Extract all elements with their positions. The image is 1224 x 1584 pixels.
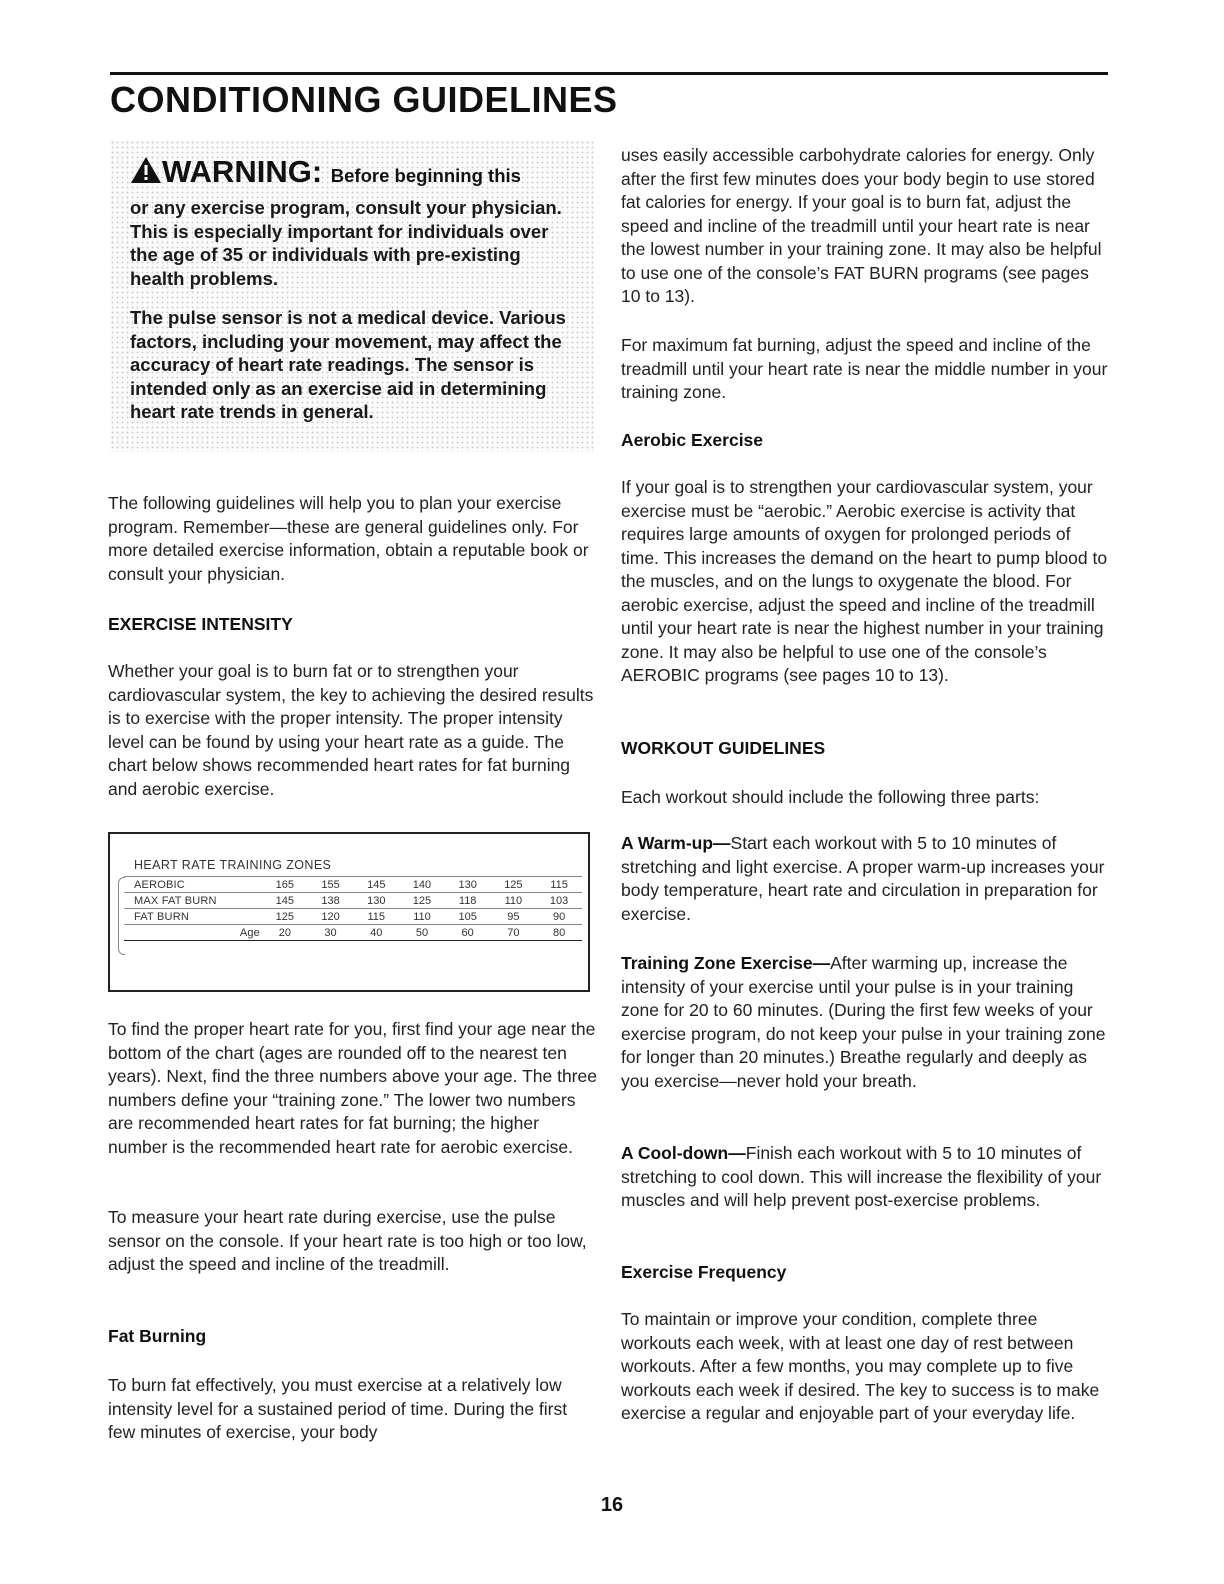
warning-text: or any exercise program, consult your physician. This is especially important for individuals over the age of 35 or individuals with pre-existing health problems.: [130, 197, 562, 289]
age-cell: 20: [262, 925, 308, 941]
warning-box: [110, 140, 594, 452]
cool-down-paragraph: [621, 1142, 1111, 1213]
table-cell: 145: [262, 893, 308, 909]
warning-triangle-icon: [130, 156, 162, 184]
table-cell: 110: [399, 909, 445, 925]
pulse-sensor-notice: The pulse sensor is not a medical device. Various factors, including your movement, may affect the accuracy of heart rate readings. The sensor is intended only as an exercise aid in determining heart rate trends in general.: [130, 307, 566, 422]
training-zone-paragraph: [621, 952, 1111, 1093]
table-cell: 115: [536, 877, 582, 893]
aerobic-paragraph: If your goal is to strengthen your cardiovascular system, your exercise must be “aerobic.” Aerobic exercise is activity that requires large amounts of oxygen for prolonged periods of time. This increases the demand on the heart to pump blood to the muscles, and on the lungs to oxygenate the blood. For aerobic exercise, adjust the speed and incline of the treadmill until your heart rate is near the highest number in your training zone. It may also be helpful to use one of the console’s AEROBIC programs (see pages 10 to 13).: [621, 477, 1108, 685]
row-label: FAT BURN: [124, 909, 262, 925]
table-cell: 165: [262, 877, 308, 893]
intensity-paragraph: Whether your goal is to burn fat or to strengthen your cardiovascular system, the key to achieving the desired results is to exercise with the proper intensity. The proper intensity level can be found by using your heart rate as a guide. The chart below shows recommended heart rates for fat burning and aerobic exercise.: [108, 661, 594, 799]
warning-heading: [130, 152, 580, 196]
heading-exercise-frequency: Exercise Frequency: [621, 1262, 787, 1282]
find-heart-rate-paragraph: To find the proper heart rate for you, first find your age near the bottom of the chart (ages are rounded off to the nearest ten years). Next, find the three numbers above your age. The three numbers define your “training zone.” The lower two numbers are recommended heart rates for fat burning; the higher number is the recommended heart rate for aerobic exercise.: [108, 1019, 597, 1157]
table-cell: 115: [353, 909, 399, 925]
table-cell: 138: [308, 893, 354, 909]
page-number: 16: [600, 1494, 624, 1516]
table-cell: 140: [399, 877, 445, 893]
training-zone-text: After warming up, increase the intensity of your exercise until your pulse is in your training zone for 20 to 60 minutes. (During the first few weeks of your exercise program, do not keep your pulse in your training zone for longer than 20 minutes.) Breathe regularly and deeply as you exercise—never hold your breath.: [621, 953, 1106, 1091]
row-label: MAX FAT BURN: [124, 893, 262, 909]
heart-rate-chart: [108, 832, 590, 992]
warm-up-paragraph: [621, 832, 1111, 926]
age-label: Age: [124, 925, 262, 941]
age-cell: 40: [353, 925, 399, 941]
table-cell: 90: [536, 909, 582, 925]
cool-down-label: A Cool-down—: [621, 1143, 746, 1163]
warm-up-text: Start each workout with 5 to 10 minutes of stretching and light exercise. A proper warm-up increases your body temperature, heart rate and circulation in preparation for exercise.: [621, 833, 1105, 924]
frequency-paragraph: To maintain or improve your condition, complete three workouts each week, with at least one day of rest between workouts. After a few months, you may complete up to five workouts each week if desired. The key to success is to make exercise a regular and enjoyable part of your everyday life.: [621, 1309, 1100, 1423]
table-cell: 155: [308, 877, 354, 893]
heart-rate-table: [124, 876, 582, 941]
warning-word: WARNING:: [162, 154, 323, 189]
table-row: [124, 893, 582, 909]
age-cell: 60: [445, 925, 491, 941]
warning-lead: Before beginning this: [330, 165, 521, 186]
heading-exercise-intensity: EXERCISE INTENSITY: [108, 614, 293, 634]
age-cell: 70: [491, 925, 537, 941]
max-fat-burn-paragraph: For maximum fat burning, adjust the speed and incline of the treadmill until your heart rate is near the middle number in your training zone.: [621, 335, 1108, 402]
table-row: [124, 909, 582, 925]
table-cell: 110: [491, 893, 537, 909]
heading-aerobic-exercise: Aerobic Exercise: [621, 430, 764, 450]
age-cell: 80: [536, 925, 582, 941]
table-cell: 103: [536, 893, 582, 909]
warm-up-label: A Warm-up—: [621, 833, 731, 853]
table-cell: 125: [399, 893, 445, 909]
table-cell: 125: [262, 909, 308, 925]
cool-down-text: Finish each workout with 5 to 10 minutes of stretching to cool down. This will increase the flexibility of your muscles and will help prevent post-exercise problems.: [621, 1143, 1102, 1210]
age-row: [124, 925, 582, 941]
table-row: [124, 877, 582, 893]
table-cell: 120: [308, 909, 354, 925]
table-cell: 145: [353, 877, 399, 893]
heading-fat-burning: Fat Burning: [108, 1326, 207, 1346]
table-cell: 130: [445, 877, 491, 893]
table-cell: 125: [491, 877, 537, 893]
heading-workout-guidelines: WORKOUT GUIDELINES: [621, 738, 826, 758]
measure-heart-rate-paragraph: To measure your heart rate during exercise, use the pulse sensor on the console. If your heart rate is too high or too low, adjust the speed and incline of the treadmill.: [108, 1207, 587, 1274]
fat-burning-continued: uses easily accessible carbohydrate calories for energy. Only after the first few minutes does your body begin to use stored fat calories for energy. If your goal is to burn fat, adjust the speed and incline of the treadmill until your heart rate is near the lowest number in your training zone. It may also be helpful to use one of the console’s FAT BURN programs (see pages 10 to 13).: [621, 145, 1102, 306]
chart-title: HEART RATE TRAINING ZONES: [134, 858, 332, 872]
table-cell: 130: [353, 893, 399, 909]
age-cell: 50: [399, 925, 445, 941]
page-title: CONDITIONING GUIDELINES: [110, 72, 1108, 121]
table-cell: 118: [445, 893, 491, 909]
table-cell: 95: [491, 909, 537, 925]
intro-paragraph: The following guidelines will help you to plan your exercise program. Remember—these are general guidelines only. For more detailed exercise information, obtain a reputable book or consult your physician.: [108, 493, 589, 584]
row-label: AEROBIC: [124, 877, 262, 893]
fat-burning-paragraph: To burn fat effectively, you must exercise at a relatively low intensity level for a sustained period of time. During the first few minutes of exercise, your body: [108, 1375, 568, 1442]
table-cell: 105: [445, 909, 491, 925]
workout-intro: Each workout should include the following three parts:: [621, 787, 1040, 807]
age-cell: 30: [308, 925, 354, 941]
training-zone-label: Training Zone Exercise—: [621, 953, 831, 973]
